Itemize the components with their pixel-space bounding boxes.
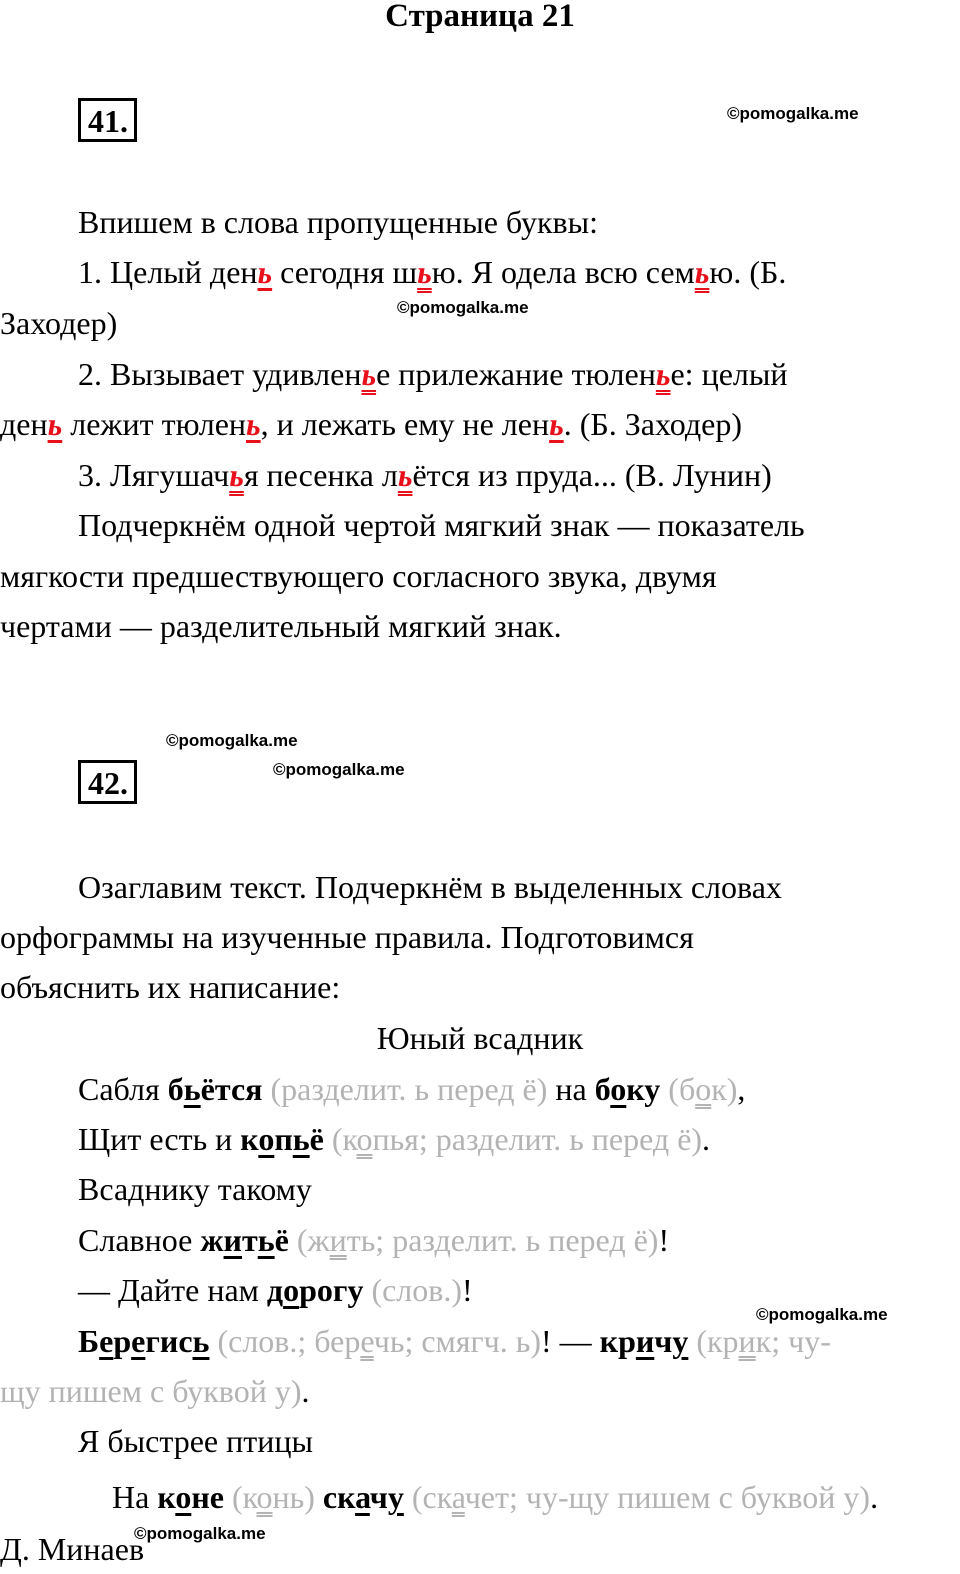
watermark: ©pomogalka.me [134, 1524, 266, 1543]
separating-soft-sign-marked: ь [417, 254, 432, 290]
watermark: ©pomogalka.me [727, 104, 859, 123]
highlighted-word: дорогу [266, 1272, 364, 1308]
hint: (скачет; чу-щу пишем с буквой у) [403, 1479, 871, 1515]
hint: (крик; чу- [688, 1323, 831, 1359]
highlighted-word: скачу [322, 1479, 404, 1515]
hint: щу пишем с буквой у) [0, 1373, 302, 1409]
hint: (разделит. ь перед ё) [262, 1071, 548, 1107]
watermark: ©pomogalka.me [397, 298, 529, 317]
exercise-42-intro: орфограммы на изученные правила. Подготовимся [0, 919, 694, 955]
separating-soft-sign-marked: ь [694, 254, 710, 290]
poem-line: — Дайте нам дорогу (слов.)! [78, 1272, 473, 1308]
separating-soft-sign-marked: ь [655, 356, 671, 392]
watermark: ©pomogalka.me [756, 1305, 888, 1324]
separating-soft-sign-marked: ь [229, 457, 244, 493]
poem-line: щу пишем с буквой у). [0, 1373, 310, 1409]
separating-soft-sign-marked: ь [397, 457, 413, 493]
exercise-41-note: чертами — разделительный мягкий знак. [0, 608, 562, 644]
poem-line: На коне (конь) скачу (скачет; чу-щу пишем с буквой у). [112, 1479, 879, 1515]
sentence-1: 1. Целый день сегодня шью. Я одела всю семью. (Б. [78, 254, 787, 290]
soft-sign-marked: ь [47, 406, 63, 442]
poem-line: Славное житьё (жить; разделит. ь перед ё)! [78, 1222, 670, 1258]
exercise-42-intro: объяснить их написание: [0, 969, 341, 1005]
sentence-1-cont: Заходер) [0, 305, 118, 341]
soft-sign-marked: ь [257, 254, 273, 290]
exercise-41-note: мягкости предшествующего согласного звука, двумя [0, 558, 717, 594]
exercise-number-42: 42. [78, 760, 137, 804]
highlighted-word: копьё [240, 1121, 324, 1157]
highlighted-word: коне [157, 1479, 224, 1515]
soft-sign-marked: ь [549, 406, 564, 442]
hint: (копья; разделит. ь перед ё) [323, 1121, 703, 1157]
soft-sign-marked: ь [246, 406, 261, 442]
poem-title: Юный всадник [376, 1020, 584, 1056]
poem-line: Я быстрее птицы [78, 1423, 313, 1459]
highlighted-word: боку [594, 1071, 661, 1107]
hint: (конь) [223, 1479, 315, 1515]
poem-line: Берегись (слов.; беречь; смягч. ь)! — кричу (крик; чу- [78, 1323, 831, 1359]
highlighted-word: кричу [599, 1323, 689, 1359]
watermark: ©pomogalka.me [166, 731, 298, 750]
hint: (слов.; беречь; смягч. ь) [209, 1323, 541, 1359]
exercise-number-41: 41. [78, 98, 137, 142]
exercise-42-intro: Озаглавим текст. Подчеркнём в выделенных словах [78, 869, 782, 905]
sentence-3: 3. Лягушачья песенка льётся из пруда... (В. Лунин) [78, 457, 772, 493]
highlighted-word: Берегись [78, 1323, 210, 1359]
hint: (бок) [660, 1071, 738, 1107]
exercise-41-intro: Впишем в слова пропущенные буквы: [78, 204, 599, 240]
sentence-2: 2. Вызывает удивленье прилежание тюленье: целый [78, 356, 788, 392]
highlighted-word: житьё [200, 1222, 289, 1258]
highlighted-word: бьётся [167, 1071, 263, 1107]
poem-line: Всаднику такому [78, 1171, 312, 1207]
hint: (слов.) [363, 1272, 463, 1308]
page-title: Страница 21 [385, 0, 575, 34]
separating-soft-sign-marked: ь [361, 356, 377, 392]
hint: (жить; разделит. ь перед ё) [288, 1222, 659, 1258]
watermark: ©pomogalka.me [273, 760, 405, 779]
poem-author: Д. Минаев [0, 1531, 145, 1567]
sentence-2-cont: день лежит тюлень, и лежать ему не лень. (Б. Заходер) [0, 406, 742, 442]
poem-line: Щит есть и копьё (копья; разделит. ь перед ё). [78, 1121, 711, 1157]
exercise-41-note: Подчеркнём одной чертой мягкий знак — показатель [78, 507, 805, 543]
poem-line: Сабля бьётся (разделит. ь перед ё) на боку (бок), [78, 1071, 746, 1107]
